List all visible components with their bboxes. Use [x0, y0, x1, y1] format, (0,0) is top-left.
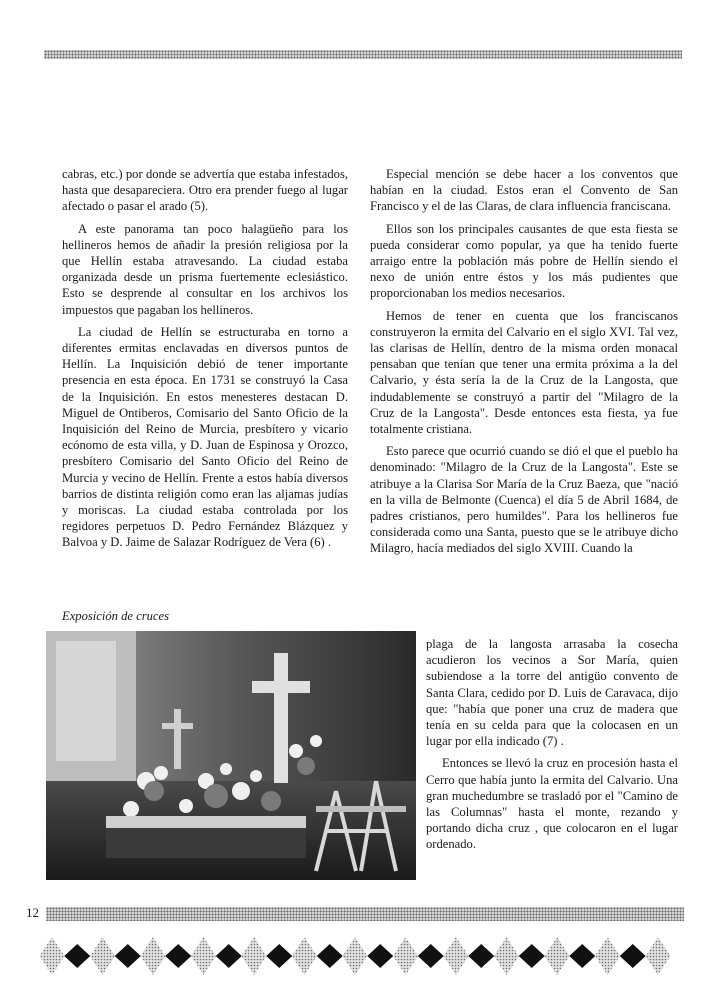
- paragraph: A este panorama tan poco halagüeño para los hellineros hemos de añadir la presión religiosa por la que Hellín estaba atravesando. La ciudad estaba organizada desde un prisma fuertemente eclesiástico. Esto se desprende al consultar en los archivos los impuestos que pagaban los hellineros.: [62, 221, 348, 317]
- dotted-diamond: [90, 937, 115, 975]
- paragraph: La ciudad de Hellín se estructuraba en torno a diferentes ermitas enclavadas en diversos puntos de Hellín. La Inquisición debió de tener importante presencia en esta época. En 1731 se construyó la Casa de la Inquisición. En estos menesteres destacan D. Miguel de Ontiberos, Comisario del Santo Oficio de la Inquisición del Reino de Murcia, presbítero y vicario ecónomo de esta villa, y D. Juan de Espinosa y Orozco, presbítero Comisario del Santo Oficio del Reino de Murcia y vecino de Hellín. Frente a estos había diversos barrios de distinta religión como eran las aljamas judías y moriscas. La ciudad estaba controlada por los regidores perpetuos D. Pedro Fernández Blázquez y Balvoa y D. Jaime de Salazar Rodríguez de Vera (6) .: [62, 324, 348, 550]
- photo-illustration: [46, 631, 416, 880]
- paragraph: plaga de la langosta arrasaba la cosecha acudieron los vecinos a Sor María, quien subiendose a la torre del antigüo convento de Santa Clara, cedido por D. Luis de Caravaca, dijo que: "había que poner una cruz de madera que tenía en su celda para que la colocasen en un lugar por ella indicado (7) .: [426, 637, 678, 749]
- paragraph: cabras, etc.) por donde se advertía que estaba infestados, hasta que desapareciera. Otro era prender fuego al lugar afectado o pasar el arado (5).: [62, 167, 348, 214]
- black-diamond: [367, 944, 393, 968]
- black-diamond: [165, 944, 191, 968]
- cross-exhibition-photo: [46, 631, 416, 880]
- black-diamond: [569, 944, 595, 968]
- dotted-diamond: [494, 937, 519, 975]
- black-diamond: [216, 944, 242, 968]
- black-diamond: [519, 944, 545, 968]
- top-dotted-rule: [44, 50, 682, 59]
- black-diamond: [64, 944, 90, 968]
- dotted-diamond: [393, 937, 418, 975]
- bottom-dotted-rule: [46, 907, 684, 921]
- decorative-diamond-band: [40, 937, 690, 975]
- dotted-diamond: [595, 937, 620, 975]
- dotted-diamond: [545, 937, 570, 975]
- paragraph: Ellos son los principales causantes de que esta fiesta se pueda considerar como popular, ya que ha tenido fuerte arraigo entre la población más pobre de Hellín siendo el nexo de unión entre éstos y los más pudientes que proporcionaban los medios necesarios.: [370, 221, 678, 301]
- left-column: [62, 166, 348, 557]
- black-diamond: [266, 944, 292, 968]
- black-diamond: [468, 944, 494, 968]
- paragraph: Entonces se llevó la cruz en procesión hasta el Cerro que había junto la ermita del Calvario. Una gran muchedumbre se trasladó por el "Camino de las Columnas" hasta el monte, rezando y portando dicha cruz , que colocaron en el lugar ordenado.: [426, 756, 678, 852]
- right-column: [370, 166, 678, 563]
- black-diamond: [620, 944, 646, 968]
- dotted-diamond: [141, 937, 166, 975]
- dotted-diamond: [40, 937, 65, 975]
- dotted-diamond: [242, 937, 267, 975]
- right-column-continued: [426, 636, 678, 859]
- black-diamond: [115, 944, 141, 968]
- dotted-diamond: [646, 937, 671, 975]
- dotted-diamond: [444, 937, 469, 975]
- paragraph: Esto parece que ocurrió cuando se dió el que el pueblo ha denominado: "Milagro de la Cruz de la Langosta". Este se atribuye a la Clarisa Sor María de la Cruz Baeza, que "nació en la villa de Belmonte (Cuenca) el día 5 de Abril 1684, de padres cristianos, pero humildes". Para los hellineros fue considerada como una Santa, puesto que se le atribuye dicho Milagro, hacía mediados del siglo XVIII. Cuando la: [370, 444, 678, 556]
- paragraph: Especial mención se debe hacer a los conventos que habían en la ciudad. Estos eran el Convento de San Francisco y el de las Claras, de clara influencia franciscana.: [370, 167, 678, 214]
- black-diamond: [418, 944, 444, 968]
- black-diamond: [317, 944, 343, 968]
- dotted-diamond: [292, 937, 317, 975]
- page-number: 12: [26, 905, 39, 920]
- paragraph: Hemos de tener en cuenta que los franciscanos construyeron la ermita del Calvario en el siglo XVI. Tal vez, las clarisas de Hellín, dentro de la misma orden monacal pensaban que tenían que tener una ermita próxima a la del Calvario, y ésta sería la de la Cruz de la Langosta, que indudablemente se construyó a partir del "Milagro de la Cruz de la Langosta". Desde entonces esta fiesta, ya fue totalmente cristiana.: [370, 308, 678, 437]
- photo-caption: Exposición de cruces: [62, 609, 170, 623]
- dotted-diamond: [343, 937, 368, 975]
- dotted-diamond: [191, 937, 216, 975]
